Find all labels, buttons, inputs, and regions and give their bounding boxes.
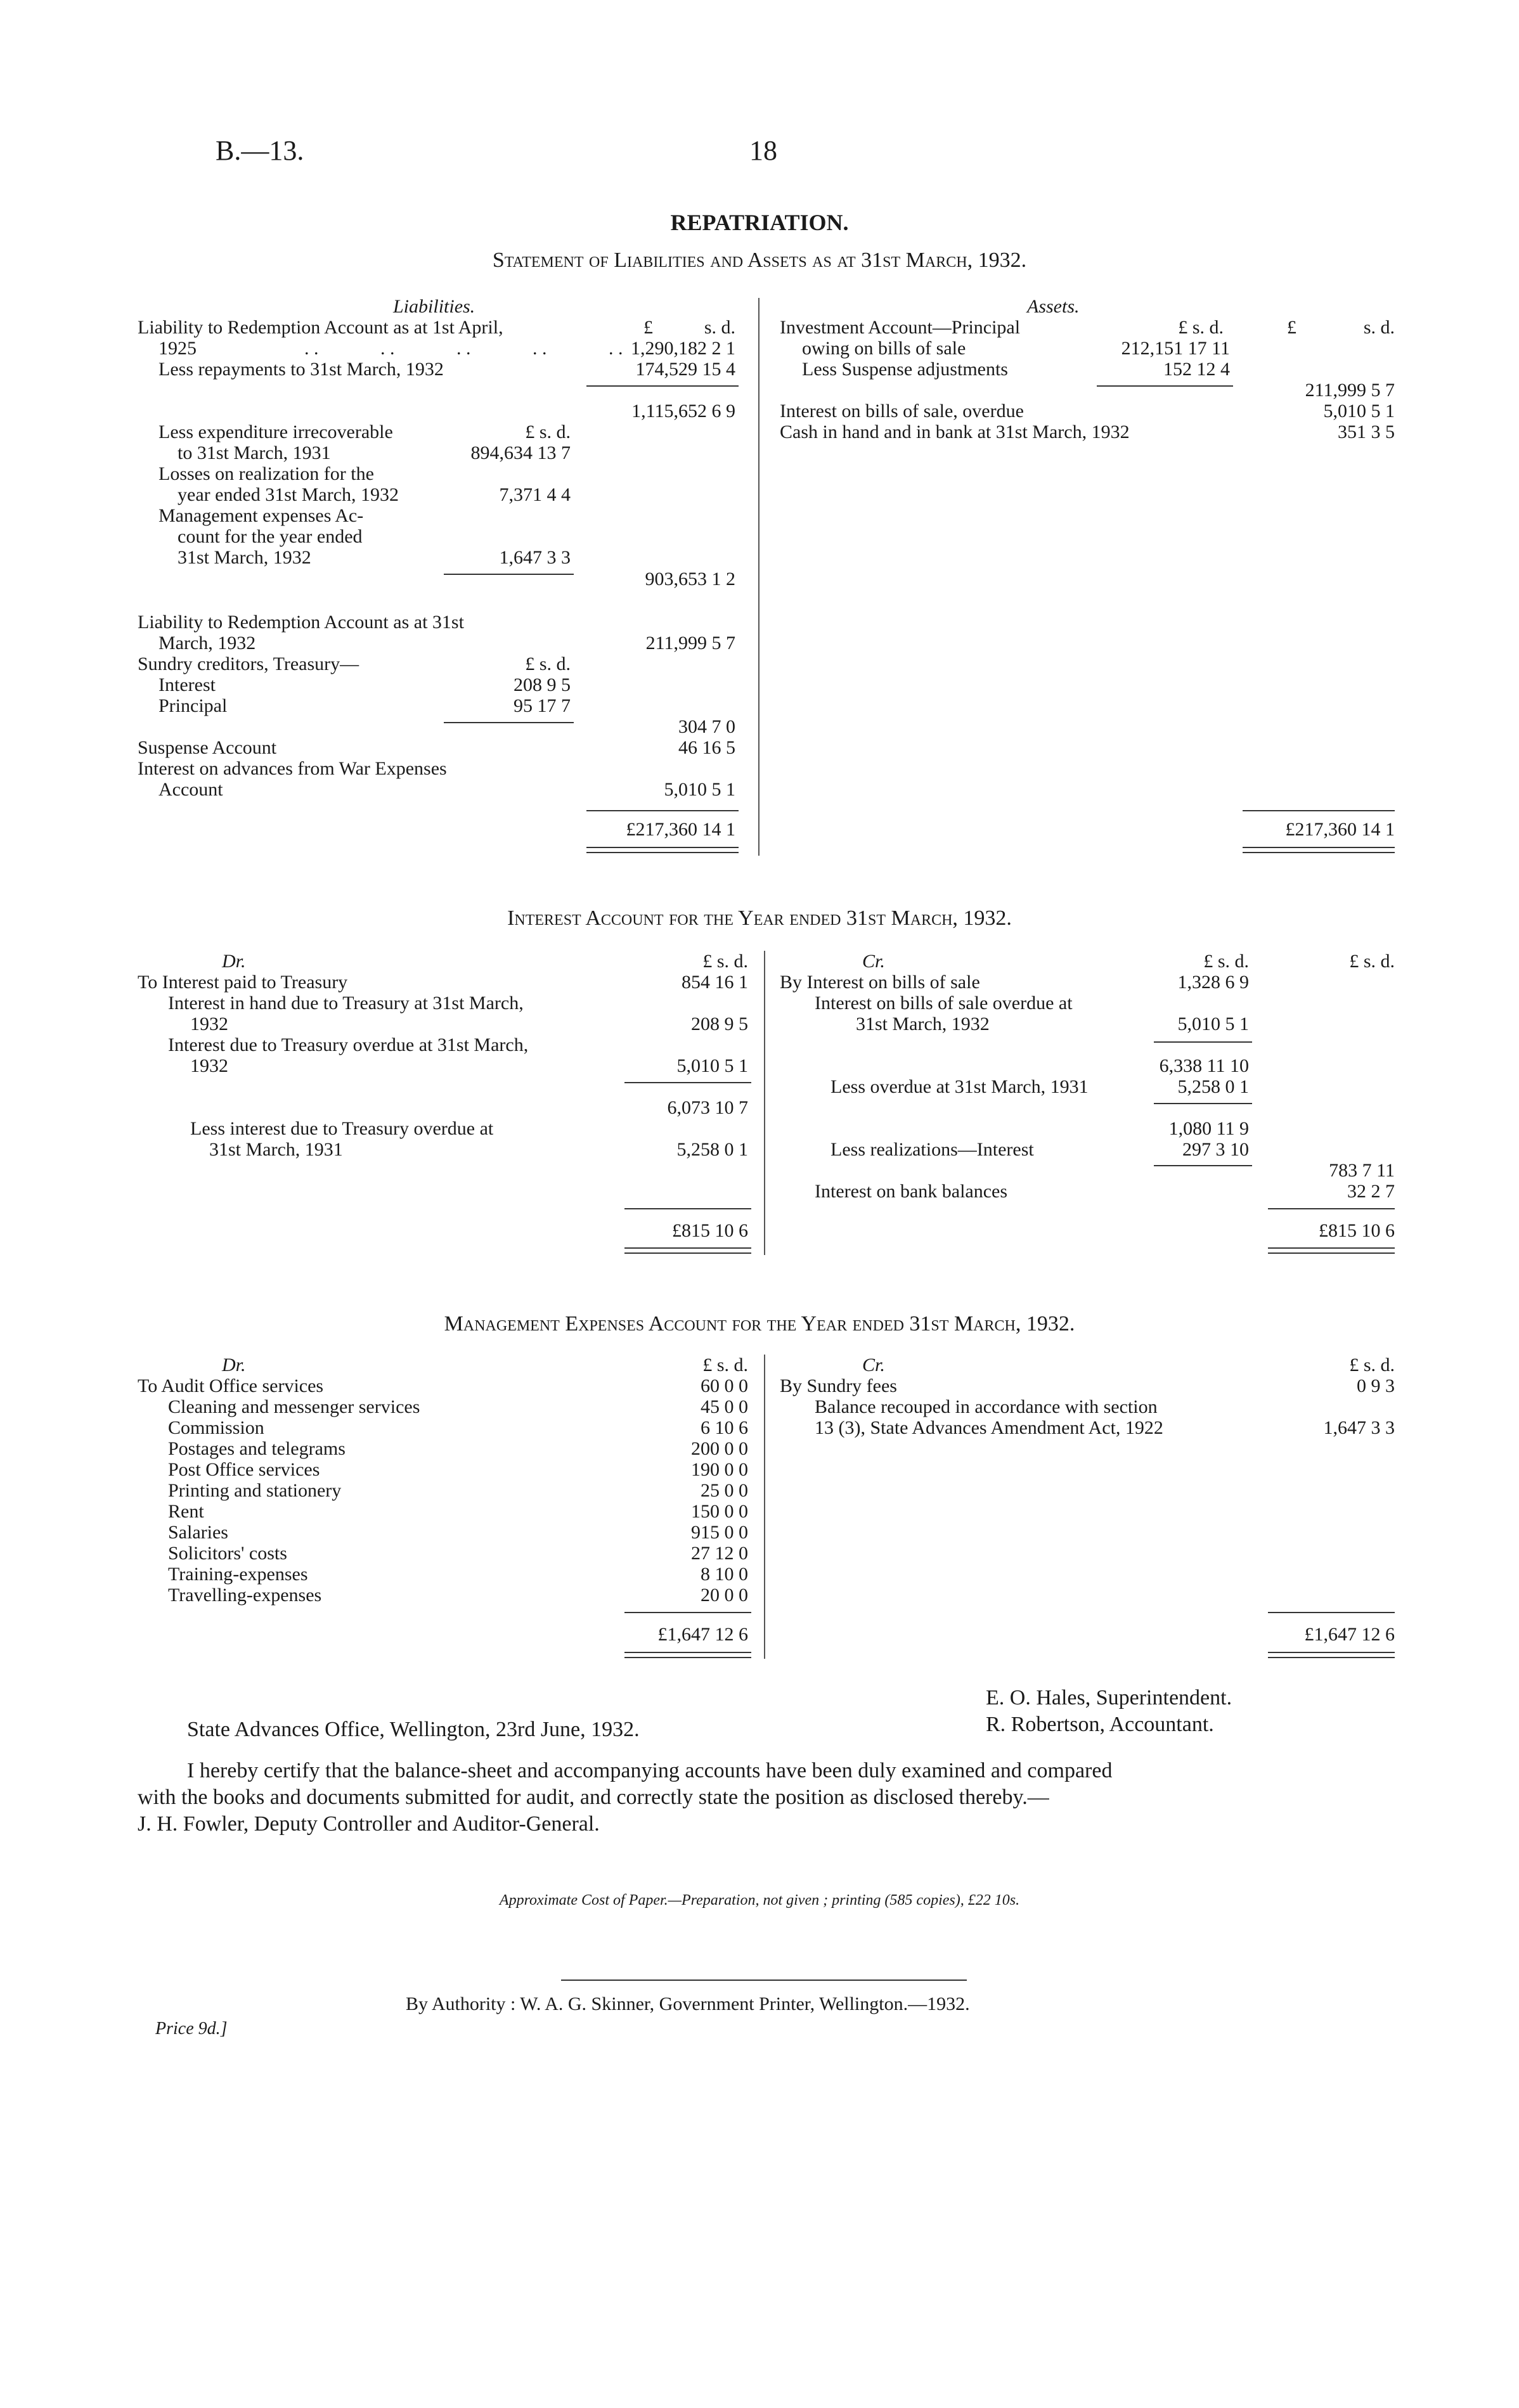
int-cr-subtotal-1: 6,338 11 10 (1159, 1055, 1249, 1076)
mgmt-cr-r2-amount: 1,647 3 3 (1323, 1417, 1395, 1438)
suspense-account: Suspense Account (138, 737, 277, 758)
int-dr-r1-amount: 854 16 1 (682, 972, 748, 993)
int-dr-total: £815 10 6 (672, 1220, 748, 1241)
page-title: REPATRIATION. (670, 210, 849, 235)
asset-owing: owing on bills of sale (802, 338, 966, 359)
mgmt-row-amount: 45 0 0 (701, 1396, 748, 1417)
liab-col-pound: £ (643, 317, 653, 338)
int-dr-r3b: 1932 (190, 1055, 228, 1076)
liab-line-2: 1925 (158, 338, 197, 359)
asset-less-amount: 152 12 4 (1163, 359, 1230, 380)
office-date: State Advances Office, Wellington, 23rd June, 1932. (187, 1718, 640, 1741)
mgmt-row-amount: 915 0 0 (691, 1522, 748, 1543)
sundry-interest-amount: 208 9 5 (514, 674, 571, 695)
redemption-2: March, 1932 (158, 633, 256, 654)
int-dr-subtotal: 6,073 10 7 (667, 1097, 748, 1118)
asset-cash: Cash in hand and in bank at 31st March, 1932 (780, 422, 1130, 442)
leader-dots: . . . . . . . . . . (304, 338, 623, 359)
mgmt-row-label: Solicitors' costs (168, 1543, 287, 1564)
exp-col-heads: £ s. d. (525, 422, 571, 442)
assets-total: £217,360 14 1 (1285, 819, 1395, 840)
liab-line-3: Less repayments to 31st March, 1932 (158, 359, 444, 380)
sundry-creditors: Sundry creditors, Treasury— (138, 654, 359, 674)
int-cr-r1: By Interest on bills of sale (780, 972, 980, 993)
int-cr-r1-amount: 1,328 6 9 (1177, 972, 1249, 993)
exp-a2: to 31st March, 1931 (178, 442, 331, 463)
exp-b2: year ended 31st March, 1932 (178, 484, 399, 505)
liab-line-1: Liability to Redemption Account as at 1st April, (138, 317, 503, 338)
exp-total: 903,653 1 2 (645, 569, 735, 589)
exp-c3-amount: 1,647 3 3 (499, 547, 571, 568)
mgmt-row-label: Printing and stationery (168, 1480, 342, 1501)
mgmt-row-amount: 27 12 0 (691, 1543, 748, 1564)
page-number: 18 (749, 135, 777, 166)
int-dr-r2-amount: 208 9 5 (691, 1014, 748, 1034)
int-dr-r3-amount: 5,010 5 1 (676, 1055, 748, 1076)
certificate-line-2: with the books and documents submitted for audit, and correctly state the position as disclosed thereby.— (138, 1786, 1049, 1809)
int-dr-r3a: Interest due to Treasury overdue at 31st March, (168, 1034, 529, 1055)
int-cr-net: 783 7 11 (1329, 1160, 1395, 1181)
liabilities-total: £217,360 14 1 (626, 819, 735, 840)
war-expenses-amount: 5,010 5 1 (664, 779, 735, 800)
mgmt-dr: Dr. (222, 1355, 246, 1375)
int-dr-r4b: 31st March, 1931 (209, 1139, 343, 1160)
mgmt-row-amount: 8 10 0 (701, 1564, 748, 1585)
int-cr-r4-amount: 297 3 10 (1182, 1139, 1249, 1160)
int-cr-total: £815 10 6 (1319, 1220, 1395, 1241)
interest-cr-heads: £ s. d. (1203, 951, 1249, 972)
asset-overdue: Interest on bills of sale, overdue (780, 401, 1024, 422)
mgmt-cr-r2b: 13 (3), State Advances Amendment Act, 1922 (815, 1417, 1163, 1438)
sundry-principal-amount: 95 17 7 (514, 695, 571, 716)
liab-line-3-amount: 174,529 15 4 (635, 359, 735, 380)
mgmt-dr-total: £1,647 12 6 (657, 1624, 748, 1645)
mgmt-row-amount: 190 0 0 (691, 1459, 748, 1480)
int-cr-r2a: Interest on bills of sale overdue at (815, 993, 1073, 1014)
asset-overdue-amount: 5,010 5 1 (1323, 401, 1395, 422)
mgmt-row-amount: 20 0 0 (701, 1585, 748, 1606)
authority-line: By Authority : W. A. G. Skinner, Government Printer, Wellington.—1932. (406, 1993, 970, 2014)
int-dr-r4a: Less interest due to Treasury overdue at (190, 1118, 494, 1139)
int-cr-r2-amount: 5,010 5 1 (1177, 1014, 1249, 1034)
asset-owing-amount: 212,151 17 11 (1121, 338, 1230, 359)
liab-col-heads: s. d. (704, 317, 735, 338)
mgmt-row-label: Postages and telegrams (168, 1438, 346, 1459)
exp-c3: 31st March, 1932 (178, 547, 311, 568)
certificate-line-1: I hereby certify that the balance-sheet and accompanying accounts have been duly examined and compared (187, 1759, 1113, 1782)
mgmt-cr-r1: By Sundry fees (780, 1375, 897, 1396)
int-cr-r4: Less realizations—Interest (831, 1139, 1034, 1160)
int-cr-subtotal-2: 1,080 11 9 (1168, 1118, 1249, 1139)
asset-col-heads: £ s. d. (1178, 317, 1224, 338)
asset-less-suspense: Less Suspense adjustments (802, 359, 1008, 380)
mgmt-row-label: To Audit Office services (138, 1375, 324, 1396)
interest-dr: Dr. (222, 951, 246, 972)
exp-b2-amount: 7,371 4 4 (499, 484, 571, 505)
mgmt-cr-total: £1,647 12 6 (1304, 1624, 1395, 1645)
mgmt-row-label: Travelling-expenses (168, 1585, 322, 1606)
page-code: B.—13. (216, 135, 304, 166)
mgmt-row-label: Salaries (168, 1522, 228, 1543)
int-dr-r4-amount: 5,258 0 1 (676, 1139, 748, 1160)
mgmt-cr-heads: £ s. d. (1349, 1355, 1395, 1375)
interest-dr-heads: £ s. d. (702, 951, 748, 972)
int-cr-r3: Less overdue at 31st March, 1931 (831, 1076, 1089, 1097)
liab-line-2-amount: 1,290,182 2 1 (631, 338, 735, 359)
int-dr-r1: To Interest paid to Treasury (138, 972, 348, 993)
mgmt-cr: Cr. (862, 1355, 885, 1375)
mgmt-row-label: Post Office services (168, 1459, 320, 1480)
price: Price 9d.] (155, 2019, 228, 2038)
asset-investment-total: 211,999 5 7 (1305, 380, 1395, 401)
int-dr-r2b: 1932 (190, 1014, 228, 1034)
management-title: Management Expenses Account for the Year ended 31st March, 1932. (444, 1312, 1075, 1336)
redemption-amount: 211,999 5 7 (645, 633, 735, 654)
mgmt-row-amount: 60 0 0 (701, 1375, 748, 1396)
mgmt-row-label: Cleaning and messenger services (168, 1396, 420, 1417)
mgmt-row-label: Rent (168, 1501, 204, 1522)
asset-investment: Investment Account—Principal (780, 317, 1021, 338)
int-dr-r2a: Interest in hand due to Treasury at 31st March, (168, 993, 524, 1014)
war-expenses-2: Account (158, 779, 223, 800)
asset-col-pound: £ (1287, 317, 1296, 338)
sundry-total: 304 7 0 (678, 716, 735, 737)
mgmt-row-label: Commission (168, 1417, 264, 1438)
assets-heading: Assets. (1027, 296, 1080, 317)
liab-subtotal-1: 1,115,652 6 9 (631, 401, 735, 422)
signature-accountant: R. Robertson, Accountant. (986, 1713, 1214, 1736)
sundry-col-heads: £ s. d. (525, 654, 571, 674)
interest-cr-heads-2: £ s. d. (1349, 951, 1395, 972)
suspense-amount: 46 16 5 (678, 737, 735, 758)
mgmt-dr-heads: £ s. d. (702, 1355, 748, 1375)
int-cr-r2b: 31st March, 1932 (856, 1014, 990, 1034)
mgmt-row-amount: 6 10 6 (701, 1417, 748, 1438)
statement-title: Statement of Liabilities and Assets as at 31st March, 1932. (492, 248, 1027, 272)
exp-b1: Losses on realization for the (158, 463, 374, 484)
mgmt-cr-r1-amount: 0 9 3 (1357, 1375, 1395, 1396)
interest-cr: Cr. (862, 951, 885, 972)
exp-a2-amount: 894,634 13 7 (470, 442, 571, 463)
redemption-1: Liability to Redemption Account as at 31st (138, 612, 464, 633)
exp-a1: Less expenditure irrecoverable (158, 422, 393, 442)
mgmt-row-amount: 200 0 0 (691, 1438, 748, 1459)
sundry-interest: Interest (158, 674, 216, 695)
mgmt-row-amount: 25 0 0 (701, 1480, 748, 1501)
asset-col-sd: s. d. (1363, 317, 1395, 338)
mgmt-row-amount: 150 0 0 (691, 1501, 748, 1522)
int-cr-r5-amount: 32 2 7 (1347, 1181, 1395, 1202)
cost-note: Approximate Cost of Paper.—Preparation, not given ; printing (585 copies), £22 10s. (499, 1892, 1020, 1909)
int-cr-r3-amount: 5,258 0 1 (1177, 1076, 1249, 1097)
asset-cash-amount: 351 3 5 (1338, 422, 1395, 442)
exp-c2: count for the year ended (178, 526, 363, 547)
certificate-line-3: J. H. Fowler, Deputy Controller and Auditor-General. (138, 1812, 600, 1836)
int-cr-r5: Interest on bank balances (815, 1181, 1008, 1202)
mgmt-cr-r2a: Balance recouped in accordance with section (815, 1396, 1158, 1417)
exp-c1: Management expenses Ac- (158, 505, 364, 526)
sundry-principal: Principal (158, 695, 228, 716)
interest-account-title: Interest Account for the Year ended 31st March, 1932. (507, 906, 1012, 930)
mgmt-row-label: Training-expenses (168, 1564, 308, 1585)
war-expenses-1: Interest on advances from War Expenses (138, 758, 447, 779)
liabilities-heading: Liabilities. (393, 296, 475, 317)
signature-superintendent: E. O. Hales, Superintendent. (986, 1686, 1232, 1709)
